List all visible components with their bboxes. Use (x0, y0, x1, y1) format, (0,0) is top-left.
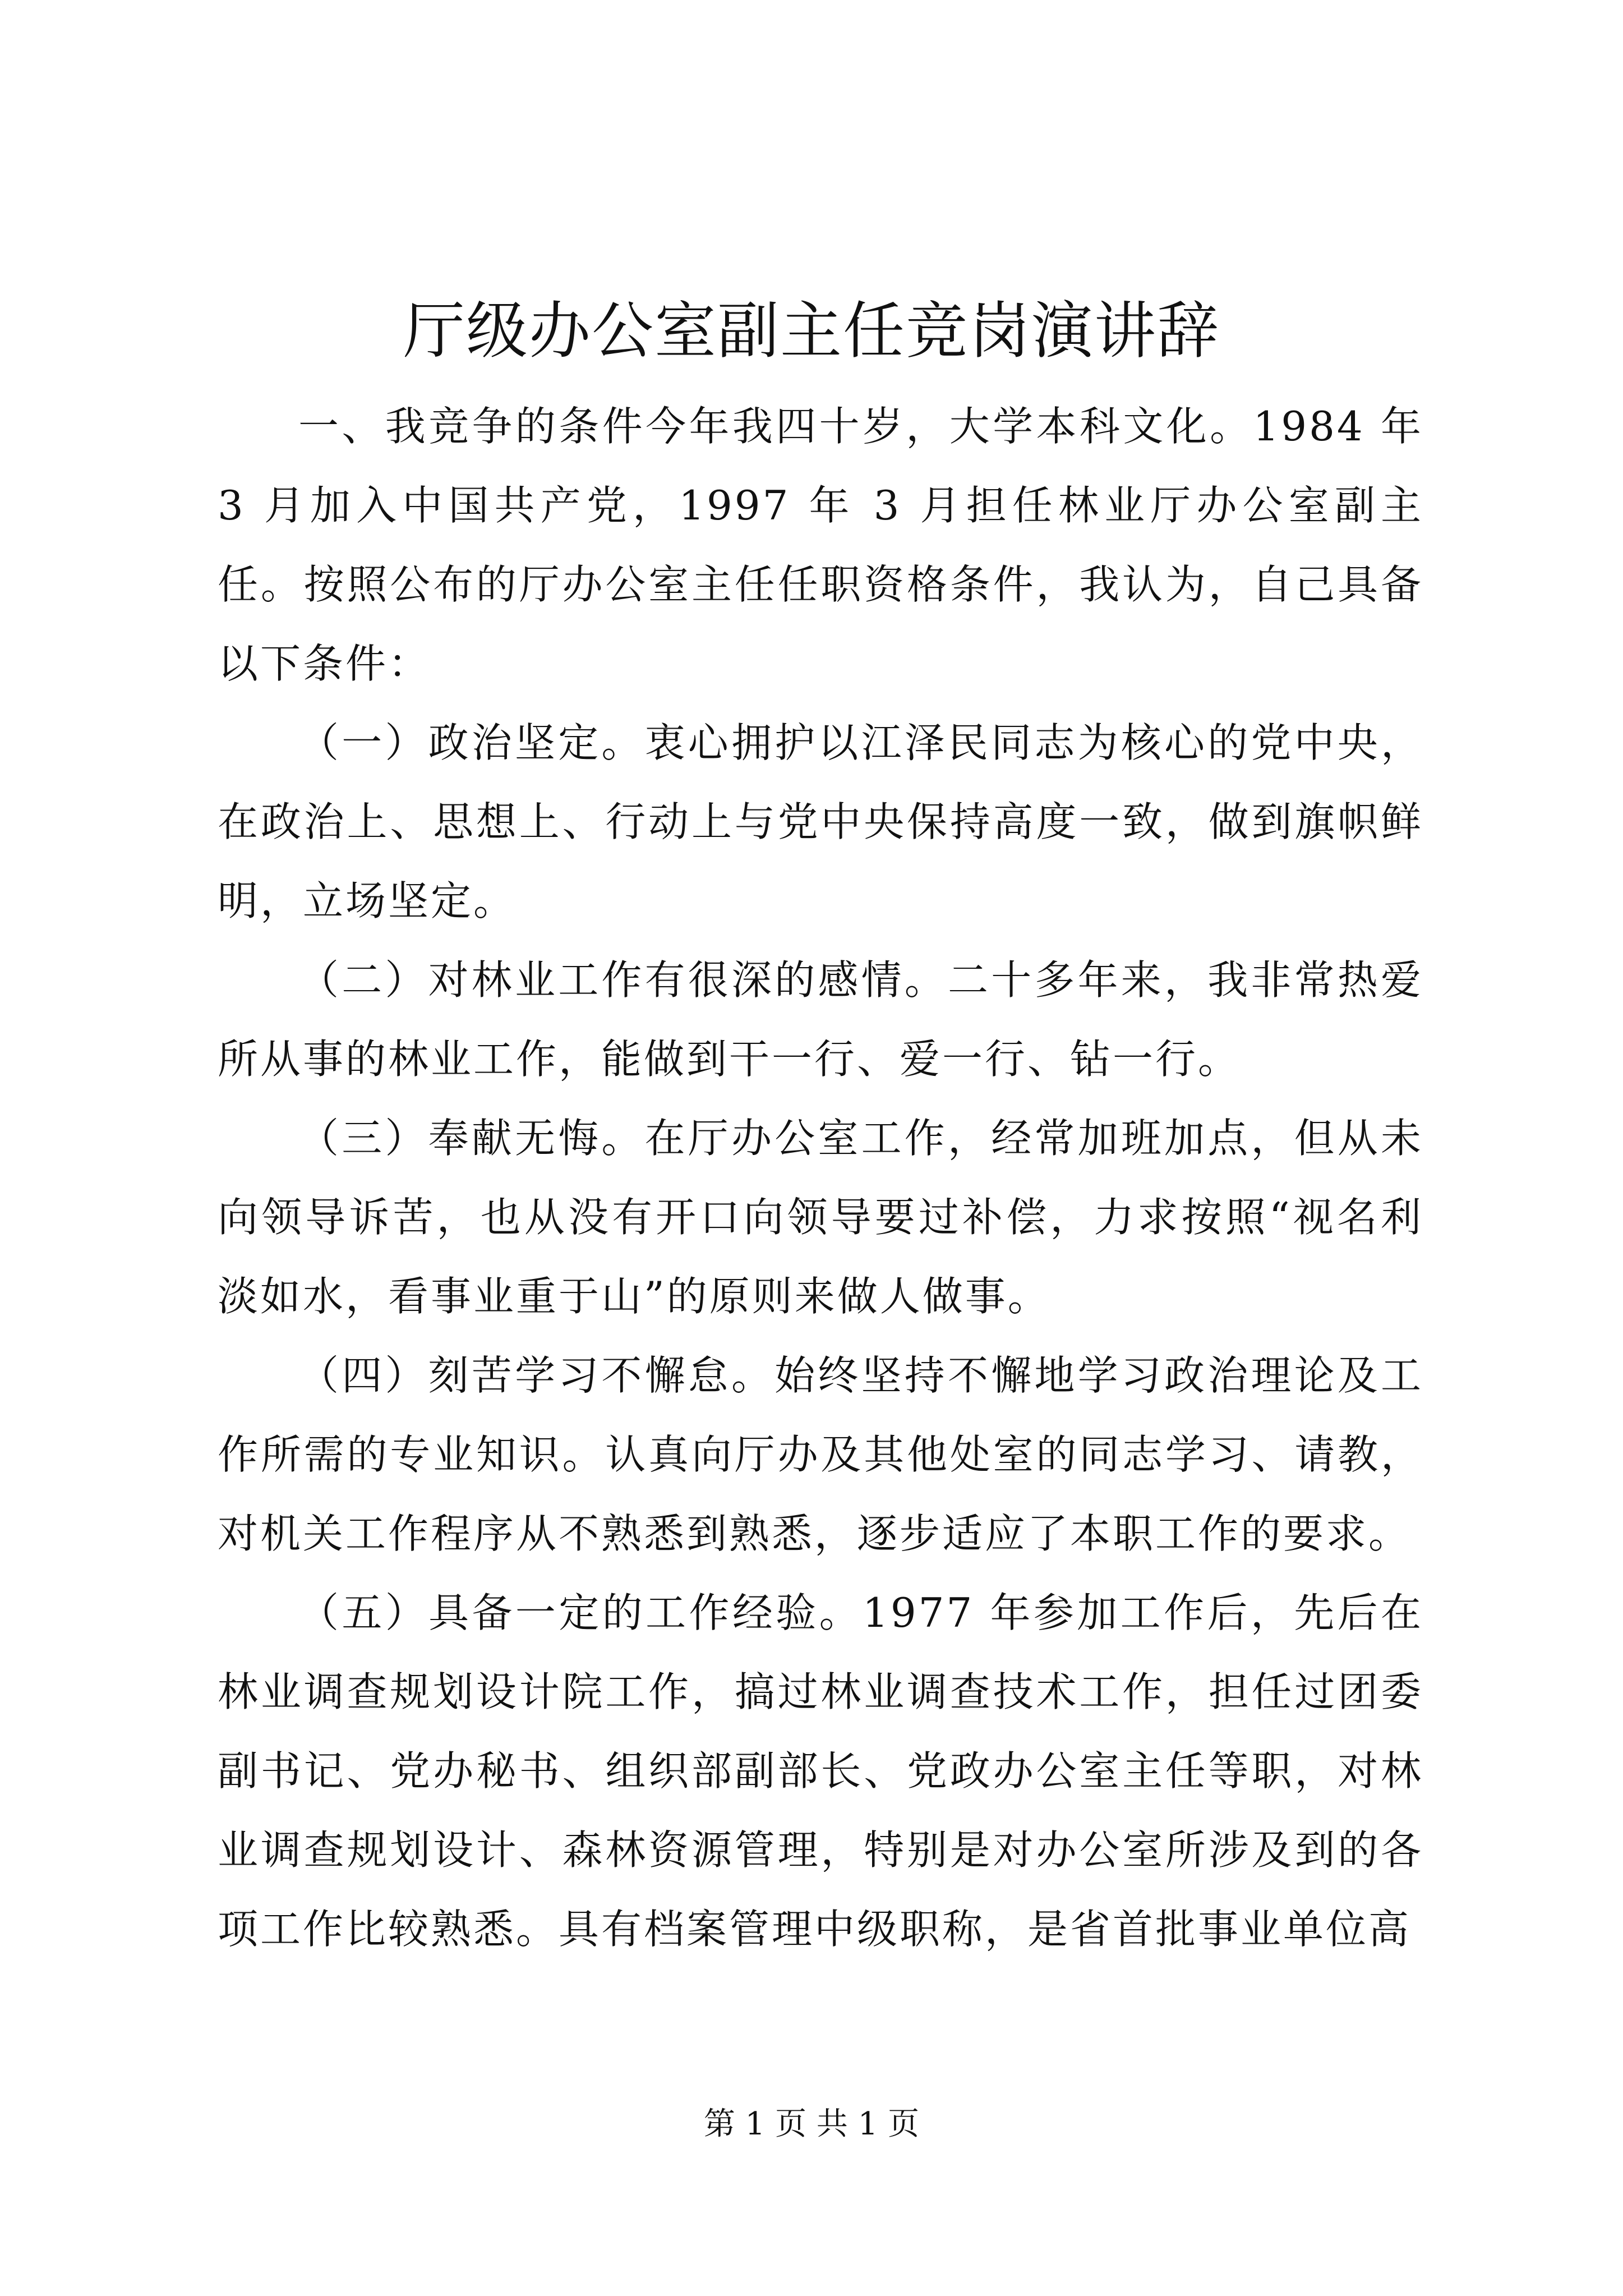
document-title: 厅级办公室副主任竞岗演讲辞 (403, 295, 1220, 367)
paragraph-study: （四）刻苦学习不懈怠。始终坚持不懈地学习政治理论及工作所需的专业知识。认真向厅办及其他处室的同志学习、请教，对机关工作程序从不熟悉到熟悉，逐步适应了本职工作的要求。 (218, 1352, 1423, 1557)
page-footer: 第 1 页 共 1 页 (703, 2106, 920, 2142)
paragraph-experience: （五）具备一定的工作经验。1977 年参加工作后，先后在林业调查规划设计院工作，搞过林业调查技术工作，担任过团委副书记、党办秘书、组织部副部长、党政办公室主任等职，对林业调查规划设计、森林资源管理，特别是对办公室所涉及到的各项工作比较熟悉。具有档案管理中级职称，是省首批事业单位高 (218, 1589, 1423, 1953)
paragraph-forestry-passion: （二）对林业工作有很深的感情。二十多年来，我非常热爱所从事的林业工作，能做到干一行、爱一行、钻一行。 (218, 956, 1423, 1083)
paragraph-political: （一）政治坚定。衷心拥护以江泽民同志为核心的党中央，在政治上、思想上、行动上与党中央保持高度一致，做到旗帜鲜明，立场坚定。 (218, 719, 1423, 924)
paragraph-dedication: （三）奉献无悔。在厅办公室工作，经常加班加点，但从未向领导诉苦，也从没有开口向领导要过补偿，力求按照“视名利淡如水，看事业重于山”的原则来做人做事。 (218, 1115, 1423, 1320)
document-body (218, 387, 1423, 1969)
paragraph-conditions-intro: 一、我竞争的条件今年我四十岁，大学本科文化。1984 年 3 月加入中国共产党，1997 年 3 月担任林业厅办公室副主任。按照公布的厅办公室主任任职资格条件，我认为，自己具备以下条件： (218, 403, 1423, 687)
